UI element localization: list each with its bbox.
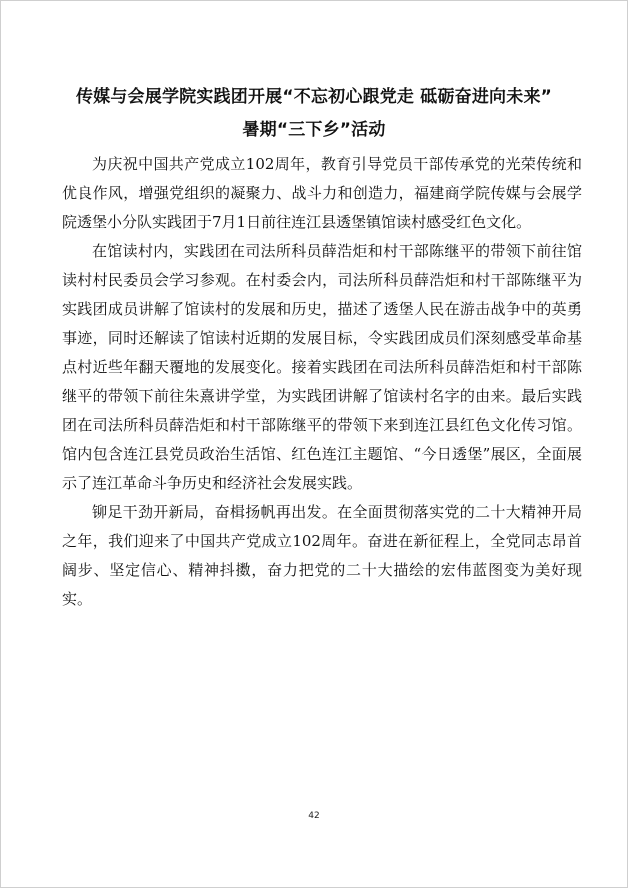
document-body xyxy=(62,150,582,614)
document-title-line-1: 传媒与会展学院实践团开展“不忘初心跟党走 砥砺奋进向未来” xyxy=(75,87,553,107)
paragraph-1: 为庆祝中国共产党成立102周年，教育引导党员干部传承党的光荣传统和优良作风，增强党组织的凝聚力、战斗力和创造力，福建商学院传媒与会展学院透堡小分队实践团于7月1日前往连江县透堡镇馆读村感受红色文化。 xyxy=(62,155,582,231)
document-title-line-2: 暑期“三下乡”活动 xyxy=(242,120,386,140)
page-number: 42 xyxy=(308,811,320,821)
paragraph-2: 在馆读村内，实践团在司法所科员薛浩炬和村干部陈继平的带领下前往馆读村村民委员会学习参观。在村委会内，司法所科员薛浩炬和村干部陈继平为实践团成员讲解了馆读村的发展和历史，描述了透堡人民在游击战争中的英勇事迹，同时还解读了馆读村近期的发展目标，令实践团成员们深刻感受革命基点村近些年翻天覆地的发展变化。接着实践团在司法所科员薛浩炬和村干部陈继平的带领下前往朱熹讲学堂，为实践团讲解了馆读村名字的由来。最后实践团在司法所科员薛浩炬和村干部陈继平的带领下来到连江县红色文化传习馆。馆内包含连江县党员政治生活馆、红色连江主题馆、“今日透堡”展区，全面展示了连江革命斗争历史和经济社会发展实践。 xyxy=(62,242,582,492)
paragraph-3: 铆足干劲开新局，奋楫扬帆再出发。在全面贯彻落实党的二十大精神开局之年，我们迎来了中国共产党成立102周年。奋进在新征程上，全党同志昂首阔步、坚定信心、精神抖擞，奋力把党的二十大描绘的宏伟蓝图变为美好现实。 xyxy=(62,503,582,608)
